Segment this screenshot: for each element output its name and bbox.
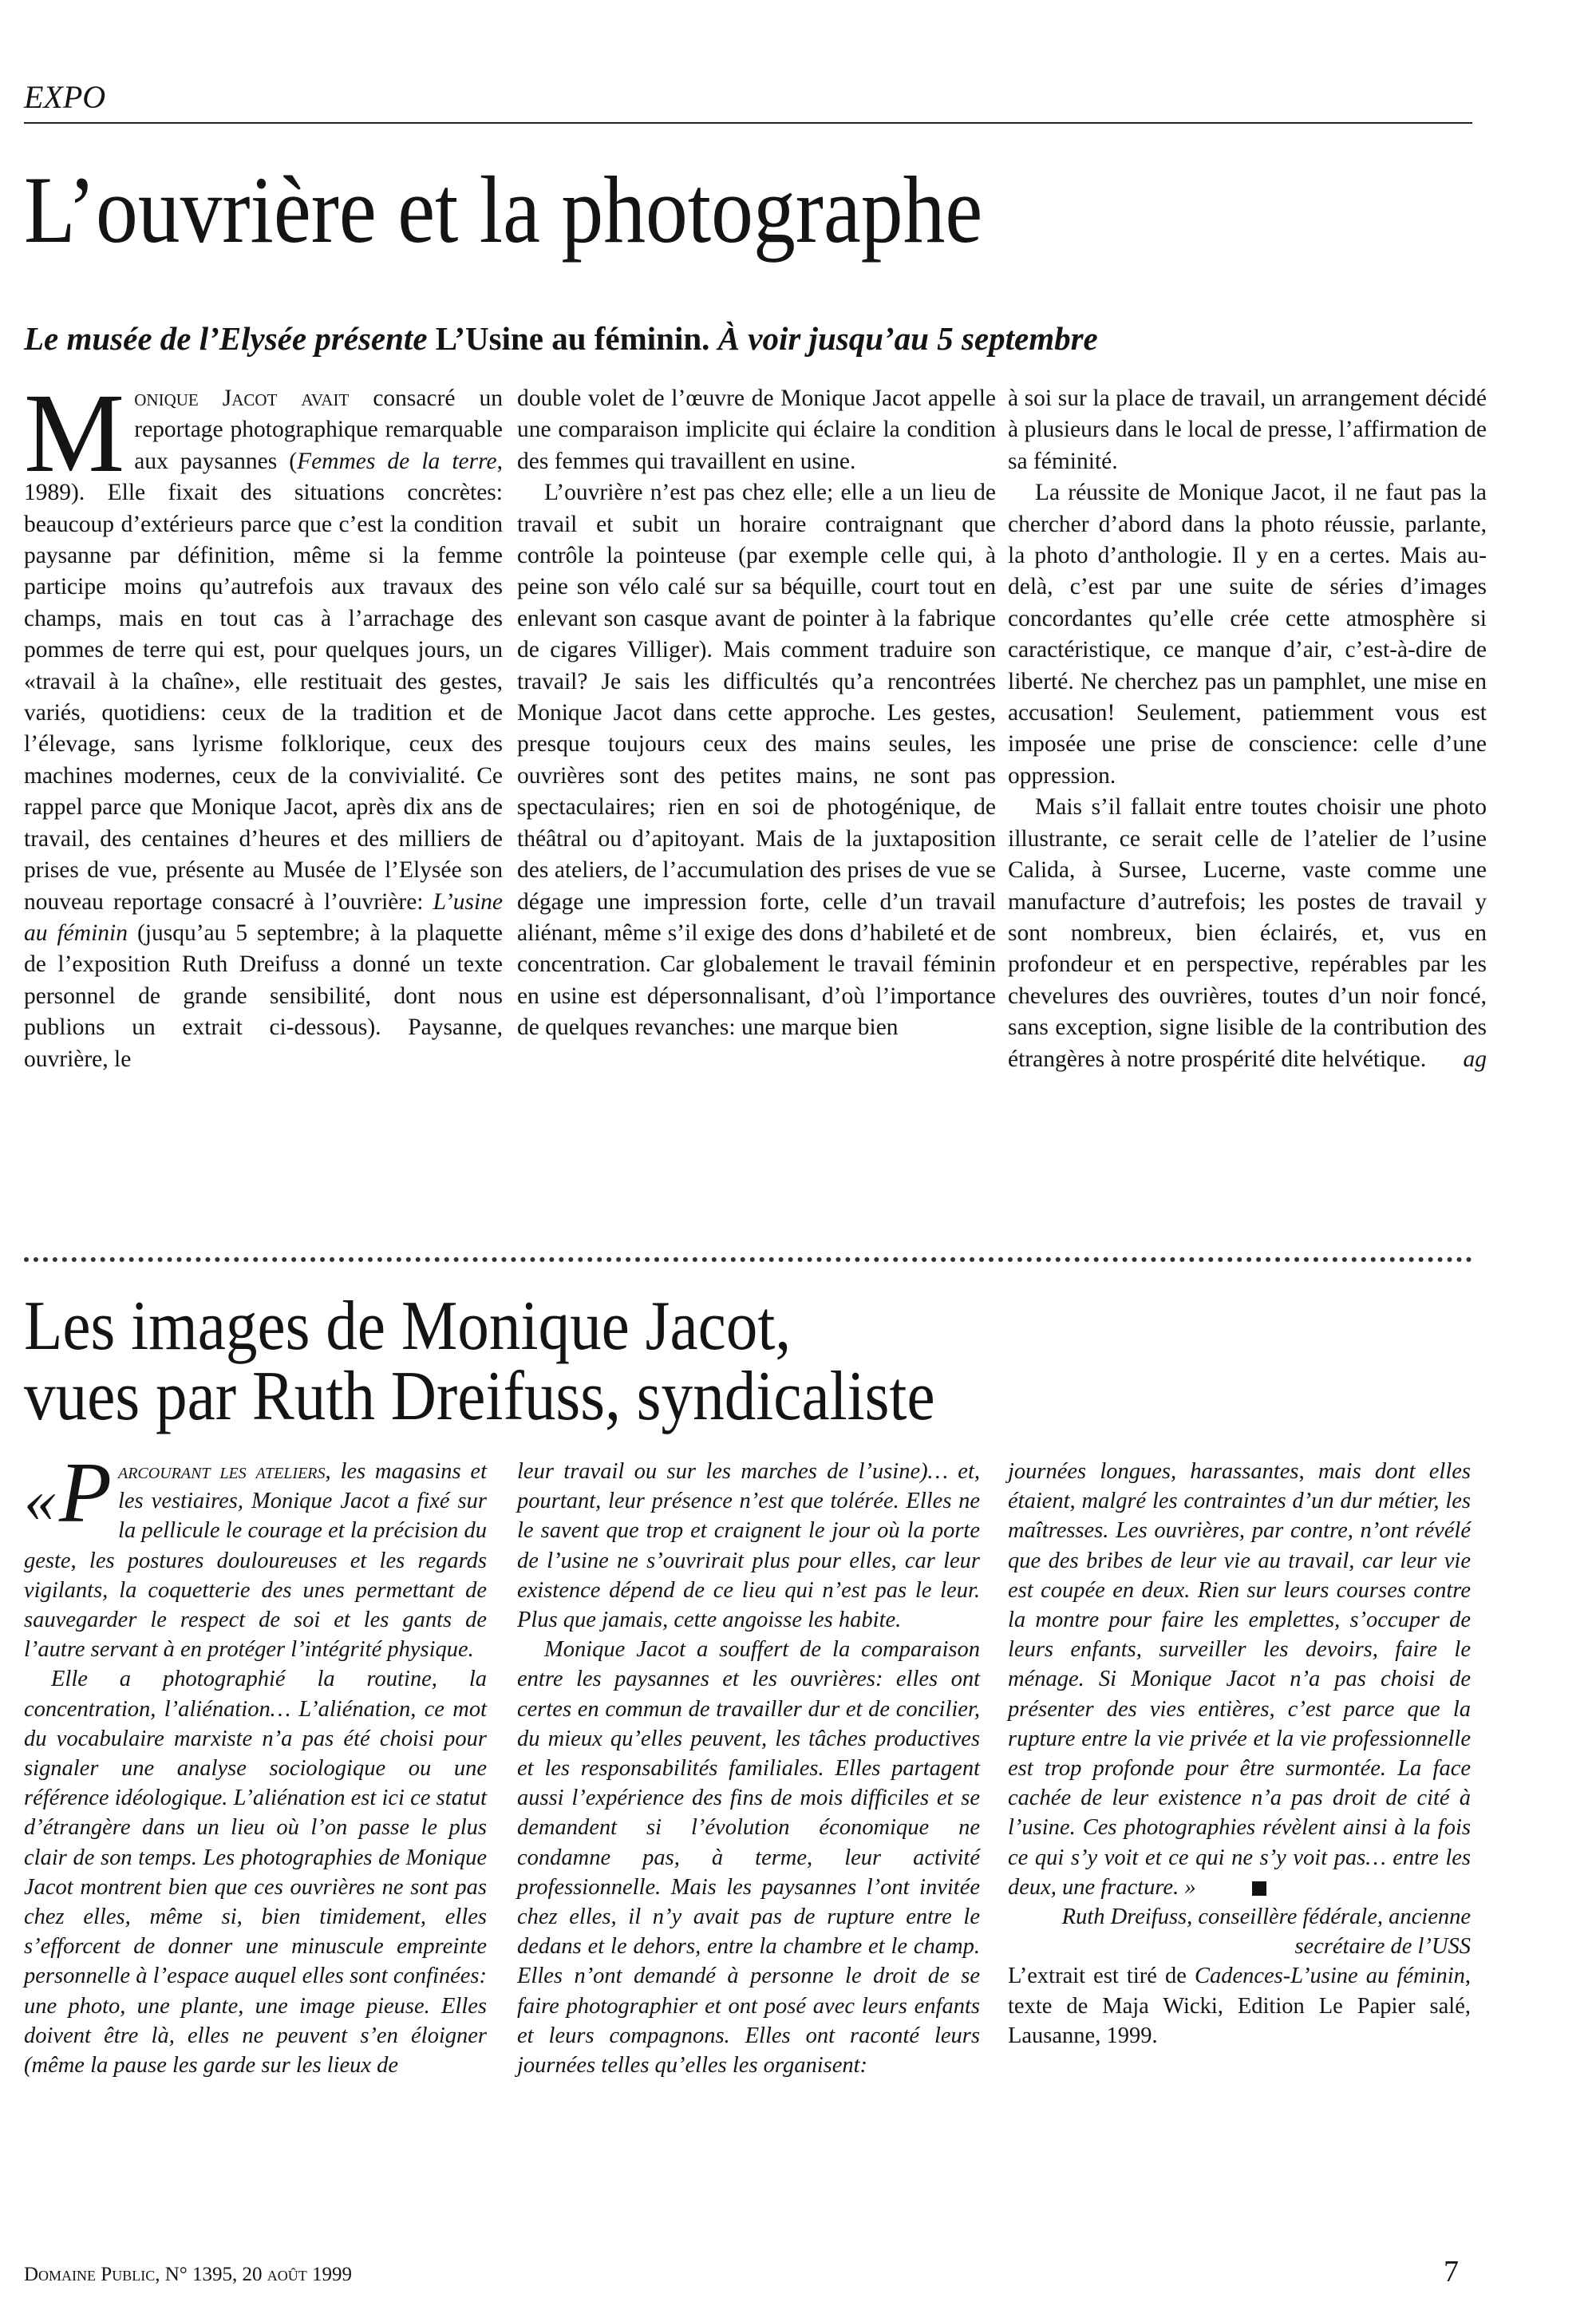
note-title: Cadences-L’usine au féminin <box>1194 1964 1465 1989</box>
article1-text: consacré un reportage photographique remarquable aux paysannes ( <box>134 386 503 474</box>
article1-paragraph: Mais s’il fallait entre toutes choisir une photo illustrante, ce serait celle de l’atelier de l’usine Calida, à Sursee, Lucerne, vaste comme une manufacture d’autrefois; les postes de travail y sont nombreux, bien éclairés, et, vus en profondeur et en perspective, repérables par les chevelures des ouvrières, toutes d’un noir foncé, sans exception, signe lisible de la contribution des étrangères à notre prospérité dite helvétique. <box>1008 794 1487 1072</box>
note-text: , texte de Maja Wicki, Edition Le Papier salé, Lausanne, 1999. <box>1008 1964 1471 2048</box>
top-rule <box>24 122 1472 124</box>
footer-publication: Domaine Public, N° 1395, 20 août 1999 <box>24 2264 352 2285</box>
article2-text: journées longues, harassantes, mais dont elles étaient, malgré les contraintes d’un dur métier, les maîtresses. Les ouvrières, par contre, n’ont révélé que des bribes de leur vie au travail, car leur vie est coupée en deux. Rien sur leurs courses contre la montre pour faire les emplettes, s’occuper de leurs enfants, surveiller les devoirs, faire le ménage. Si Monique Jacot n’a pas choisi de présenter des vies entières, c’est parce que la rupture entre la vie privée et la vie professionnelle est trop profonde pour être surmontée. La face cachée de leur existence n’a pas droit de cité à l’usine. Ces photographies révèlent ainsi à la fois ce qui s’y voit et ce qui ne s’y voit pas… entre les deux, une fracture. » <box>1008 1459 1471 1900</box>
article1-column-1 <box>24 370 503 1075</box>
subtitle-part2: L’Usine au féminin. <box>435 320 710 357</box>
article1-subtitle <box>24 319 1098 358</box>
article2-paragraph: Elle a photographié la routine, la concentration, l’aliénation… L’aliénation, ce mot du vocabulaire marxiste n’a pas été choisi pour signaler une analyse sociologique ou une référence idéologique. L’aliénation est ici ce statut d’étrangère dans un lieu où l’on passe le plus clair de son temps. Les photographies de Monique Jacot montrent bien que ces ouvrières ne sont pas chez elles, même si, bien timidement, elles s’efforcent de donner une minuscule empreinte personnelle à l’espace auquel elles sont confinées: une photo, une plante, une image pieuse. Elles doivent être là, elles ne peuvent s’en éloigner (même la pause les garde sur les lieux de <box>24 1667 487 2079</box>
article1-column-3 <box>1008 383 1487 1075</box>
title-line: Les images de Monique Jacot, <box>24 1288 792 1365</box>
author-signature: ag <box>1463 1046 1487 1072</box>
article2-lead: arcourant les ateliers, <box>117 1459 331 1484</box>
article1-paragraph: L’ouvrière n’est pas chez elle; elle a un lieu de travail et subit un horaire contraignant que contrôle la pointeuse (par exemple celle qui, à peine son vélo calé sur sa béquille, court tout en enlevant son casque avant de pointer à la fabrique de cigares Villiger). Mais comment traduire son travail? Je sais les difficultés qu’a rencontrées Monique Jacot dans cette approche. Les gestes, presque toujours ceux des mains seules, les ouvrières sont des petites mains, ne sont pas spectaculaires; rien en soi de photogénique, de théâtral ou d’apitoyant. Mais de la juxtaposition des ateliers, de l’accumulation des prises de vue se dégage une impression forte, celle d’un travail aliénant, même s’il exige des dons d’habileté et de concentration. Car globalement le travail féminin en usine est dépersonnalisant, d’où l’importance de quelques revanches: une marque bien <box>517 480 996 1041</box>
article1-text: , 1989). Elle fixait des situations concrètes: beaucoup d’extérieurs parce que c’est la condition paysanne par définition, même si la femme participe moins qu’autrefois aux travaux des champs, mais en tout cas à l’arrachage des pommes de terre qui est, pour quelques jours, un «travail à la chaîne», elle restituait des gestes, variés, quotidiens: ceux de la tradition et de l’élevage, sans lyrisme folklorique, ceux des machines modernes, ceux de la convivialité. Ce rappel parce que Monique Jacot, après dix ans de travail, des centaines d’heures et des milliers de prises de vue, présente au Musée de l’Elysée son nouveau reportage consacré à l’ouvrière: <box>24 448 503 915</box>
subtitle-part1: Le musée de l’Elysée présente <box>24 320 436 357</box>
article2-paragraph: Monique Jacot a souffert de la comparaison entre les paysannes et les ouvrières: elles ont certes en commun de travailler dur et de concilier, du mieux qu’elles peuvent, les tâches productives et les responsabilités familiales. Elles partagent aussi l’expérience des fins de mois difficiles et se demandent si l’évolution économique ne condamne pas, à terme, leur activité professionnelle. Mais les paysannes l’ont invitée chez elles, il n’y avait pas de rupture entre le dedans et le dehors, entre la chambre et le champ. Elles n’ont demandé à personne le droit de se faire photographier et ont posé avec leurs enfants et leurs compagnons. Elles ont raconté leurs journées telles qu’elles les organisent: <box>517 1637 980 2079</box>
title-line: vues par Ruth Dreifuss, syndicaliste <box>24 1358 935 1435</box>
book-title: Femmes de la terre <box>297 448 497 474</box>
article1-title: L’ouvrière et la photographe <box>24 156 983 263</box>
article2-paragraph <box>1008 1457 1471 1902</box>
article2-column-3 <box>1008 1457 1471 2051</box>
article1-text: (jusqu’au 5 septembre; à la plaquette de l’exposition Ruth Dreifuss a donné un texte personnel de grande sensibilité, dont nous publions un extrait ci-dessous). Paysanne, ouvrière, le <box>24 920 503 1072</box>
article1-paragraph: double volet de l’œuvre de Monique Jacot appelle une comparaison implicite qui éclaire la condition des femmes qui travaillent en usine. <box>517 386 996 474</box>
article1-paragraph: La réussite de Monique Jacot, il ne faut pas la chercher d’abord dans la photo réussie, parlante, la photo d’anthologie. Il y en a certes. Mais au-delà, c’est par une suite de séries d’images concordantes qu’elle crée cette atmosphère si caractéristique, ce manque d’air, c’est-à-dire de liberté. Ne cherchez pas un pamphlet, une mise en accusation! Seulement, patiemment vous est imposée une prise de conscience: celle d’une oppression. <box>1008 480 1487 789</box>
section-label: EXPO <box>24 79 106 115</box>
article1-paragraph <box>24 370 503 1075</box>
article1-column-2 <box>517 383 996 1044</box>
article2-text: les magasins et les vestiaires, Monique Jacot a fixé sur la pellicule le courage et la précision du geste, les postures douloureuses et les regards vigilants, la coquetterie des unes permettant de sauvegarder le respect de soi et les gants de l’autre servant à en protéger l’intégrité physique. <box>24 1459 487 1663</box>
article2-credit: Ruth Dreifuss, conseillère fédérale, ancienne secrétaire de l’USS <box>1061 1905 1471 1960</box>
exhibition-title: L’usine au féminin <box>24 888 503 946</box>
subtitle-part3: À voir jusqu’au 5 septembre <box>709 320 1098 357</box>
article2-column-2 <box>517 1457 980 2080</box>
opening-quote: « <box>24 1466 56 1536</box>
dotted-separator <box>24 1257 1472 1262</box>
article1-paragraph: à soi sur la place de travail, un arrangement décidé à plusieurs dans le local de presse, l’affirmation de sa féminité. <box>1008 386 1487 474</box>
source-note <box>1008 1961 1471 2051</box>
article2-column-1 <box>24 1446 487 2080</box>
note-text: L’extrait est tiré de <box>1008 1964 1195 1989</box>
article2-paragraph <box>24 1446 487 1664</box>
article1-lead: onique Jacot avait <box>134 386 350 411</box>
page-number: 7 <box>1444 2255 1459 2288</box>
article2-dropcap: P <box>59 1446 112 1541</box>
article1-dropcap: M <box>24 370 125 496</box>
article2-paragraph: leur travail ou sur les marches de l’usine)… et, pourtant, leur présence n’est que tolérée. Elles ne le savent que trop et craignent le jour où la porte de l’usine ne s’ouvrirait plus pour elles, car leur existence dépend de ce lieu qui n’est pas le leur. Plus que jamais, cette angoisse les habite. <box>517 1459 980 1633</box>
article2-title <box>24 1288 935 1435</box>
end-mark-icon <box>1252 1881 1266 1896</box>
